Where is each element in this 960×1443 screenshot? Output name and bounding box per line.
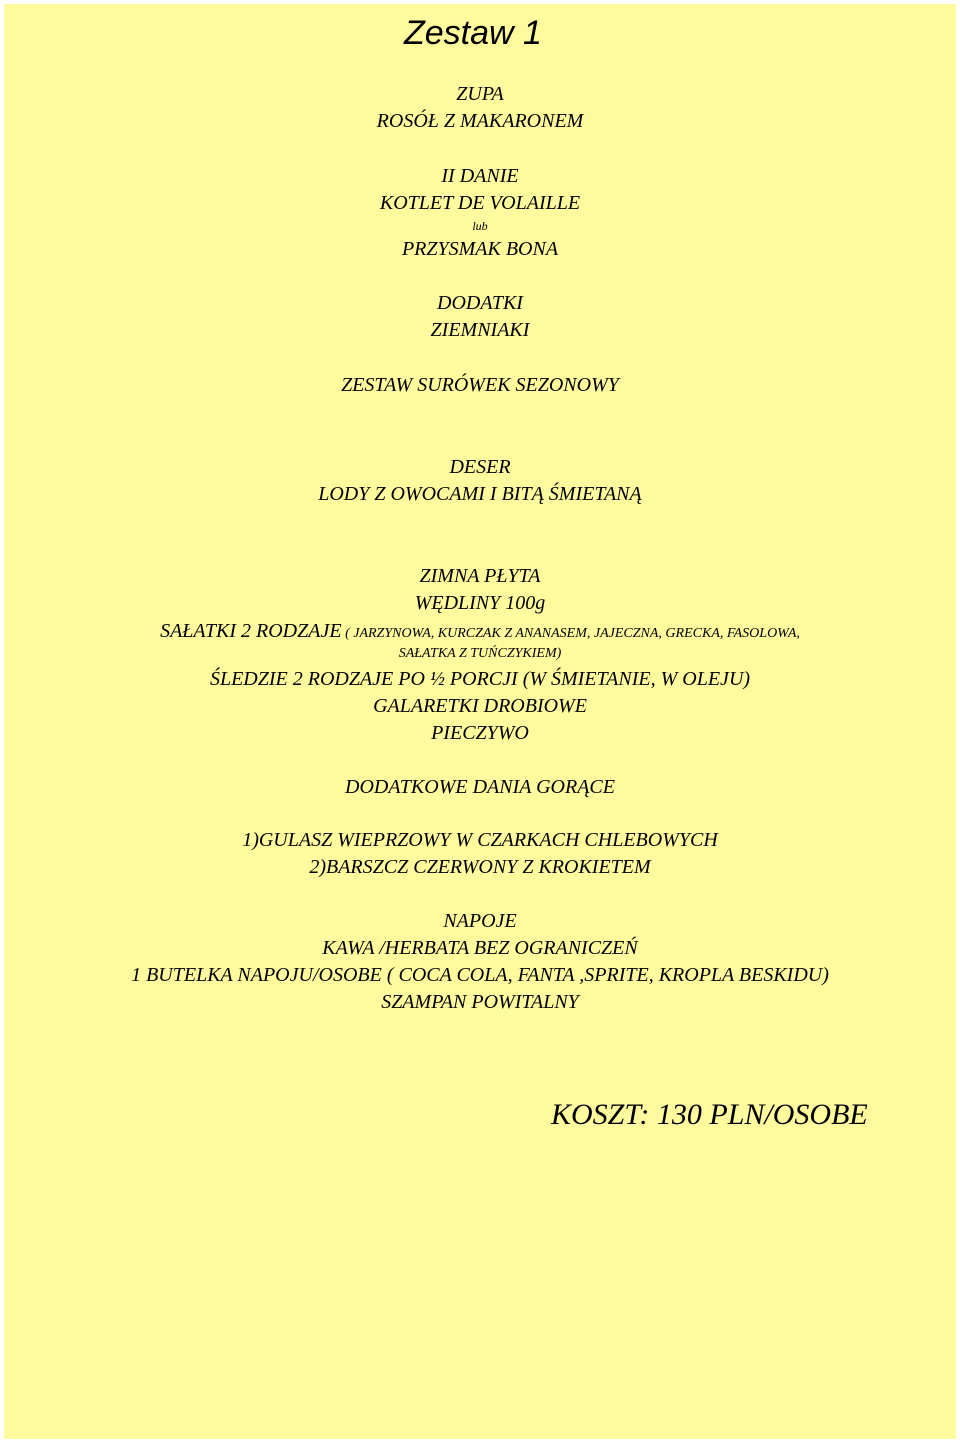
- drugie-danie-item-2: PRZYSMAK BONA: [401, 238, 559, 260]
- napoje-item-2: 1 BUTELKA NAPOJU/OSOBE ( COCA COLA, FANTA ,SPRITE, KROPLA BESKIDU): [131, 964, 829, 986]
- zimna-plyta-header: ZIMNA PŁYTA: [419, 565, 541, 587]
- dodatki-header: DODATKI: [437, 292, 523, 314]
- zimna-plyta-salatki-detail-2: SAŁATKA Z TUŃCZYKIEM): [398, 646, 562, 661]
- napoje-item-3: SZAMPAN POWITALNY: [381, 991, 579, 1013]
- salatki-detail: ( JARZYNOWA, KURCZAK Z ANANASEM, JAJECZNA, GRECKA, FASOLOWA,: [341, 626, 800, 641]
- napoje-item-1: KAWA /HERBATA BEZ OGRANICZEŃ: [322, 937, 638, 959]
- drugie-danie-header: II DANIE: [441, 165, 519, 187]
- drugie-danie-or: lub: [472, 219, 488, 233]
- dodatki-item-1: ZIEMNIAKI: [430, 319, 530, 341]
- drugie-danie-item-1: KOTLET DE VOLAILLE: [379, 192, 581, 214]
- zimna-plyta-galaretki: GALARETKI DROBIOWE: [373, 695, 587, 717]
- zimna-plyta-pieczywo: PIECZYWO: [431, 722, 529, 744]
- dodatki-item-2: ZESTAW SURÓWEK SEZONOWY: [341, 374, 619, 396]
- deser-header: DESER: [449, 456, 511, 478]
- zimna-plyta-sledzie: ŚLEDZIE 2 RODZAJE PO ½ PORCJI (W ŚMIETANIE, W OLEJU): [209, 668, 751, 690]
- dania-gorace-header: DODATKOWE DANIA GORĄCE: [345, 776, 615, 798]
- deser-item: LODY Z OWOCAMI I BITĄ ŚMIETANĄ: [318, 483, 642, 505]
- koszt-label: KOSZT: 130 PLN/OSOBE: [551, 1098, 868, 1131]
- zupa-item: ROSÓŁ Z MAKARONEM: [376, 110, 584, 132]
- page-title: Zestaw 1: [404, 14, 542, 52]
- menu-page: [4, 4, 956, 1439]
- salatki-main: SAŁATKI 2 RODZAJE: [160, 620, 342, 642]
- napoje-header: NAPOJE: [443, 910, 517, 932]
- dania-gorace-item-1: 1)GULASZ WIEPRZOWY W CZARKACH CHLEBOWYCH: [242, 829, 718, 851]
- zimna-plyta-salatki: [4, 621, 956, 641]
- zupa-header: ZUPA: [456, 83, 504, 105]
- dania-gorace-item-2: 2)BARSZCZ CZERWONY Z KROKIETEM: [309, 856, 651, 878]
- zimna-plyta-wedliny: WĘDLINY 100g: [414, 592, 546, 614]
